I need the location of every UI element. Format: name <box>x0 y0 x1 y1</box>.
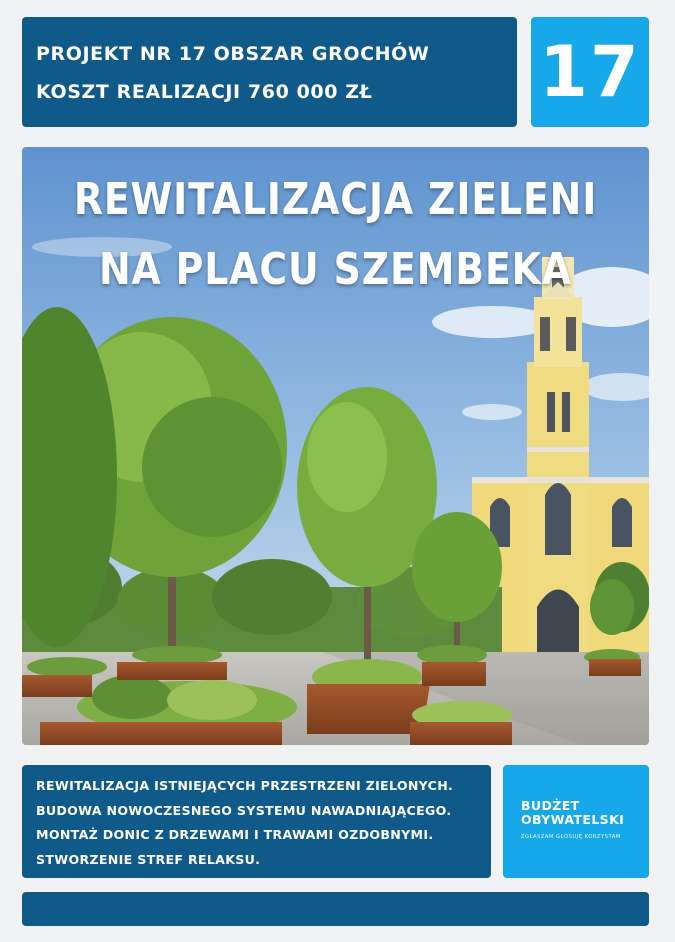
logo-line2: OBYWATELSKI <box>521 812 625 827</box>
budzet-obywatelski-logo <box>503 765 649 878</box>
bottom-bar <box>22 892 649 926</box>
visualization-title <box>66 165 605 305</box>
visualization-title-line1: REWITALIZACJA ZIELENI <box>73 174 598 225</box>
project-title: PROJEKT NR 17 OBSZAR GROCHÓW <box>36 43 430 65</box>
visualization-title-line2: NA PLACU SZEMBEKA <box>98 244 573 295</box>
header-box <box>22 17 517 127</box>
logo-tagline: ZGŁASZAM GŁOSUJĘ KORZYSTAM <box>521 834 621 840</box>
project-visualization-image <box>22 147 649 745</box>
project-cost: KOSZT REALIZACJI 760 000 ZŁ <box>36 81 373 103</box>
description-item: REWITALIZACJA ISTNIEJĄCYCH PRZESTRZENI ZIELONYCH. <box>36 778 454 793</box>
description-item: MONTAŻ DONIC Z DRZEWAMI I TRAWAMI OZDOBNYMI. <box>36 827 434 842</box>
description-item: STWORZENIE STREF RELAKSU. <box>36 851 261 867</box>
description-item: BUDOWA NOWOCZESNEGO SYSTEMU NAWADNIAJĄCEGO. <box>36 802 452 818</box>
description-box <box>22 765 491 878</box>
project-number: 17 <box>539 31 641 113</box>
project-number-badge <box>531 17 649 127</box>
logo-line1: BUDŻET <box>521 798 580 813</box>
